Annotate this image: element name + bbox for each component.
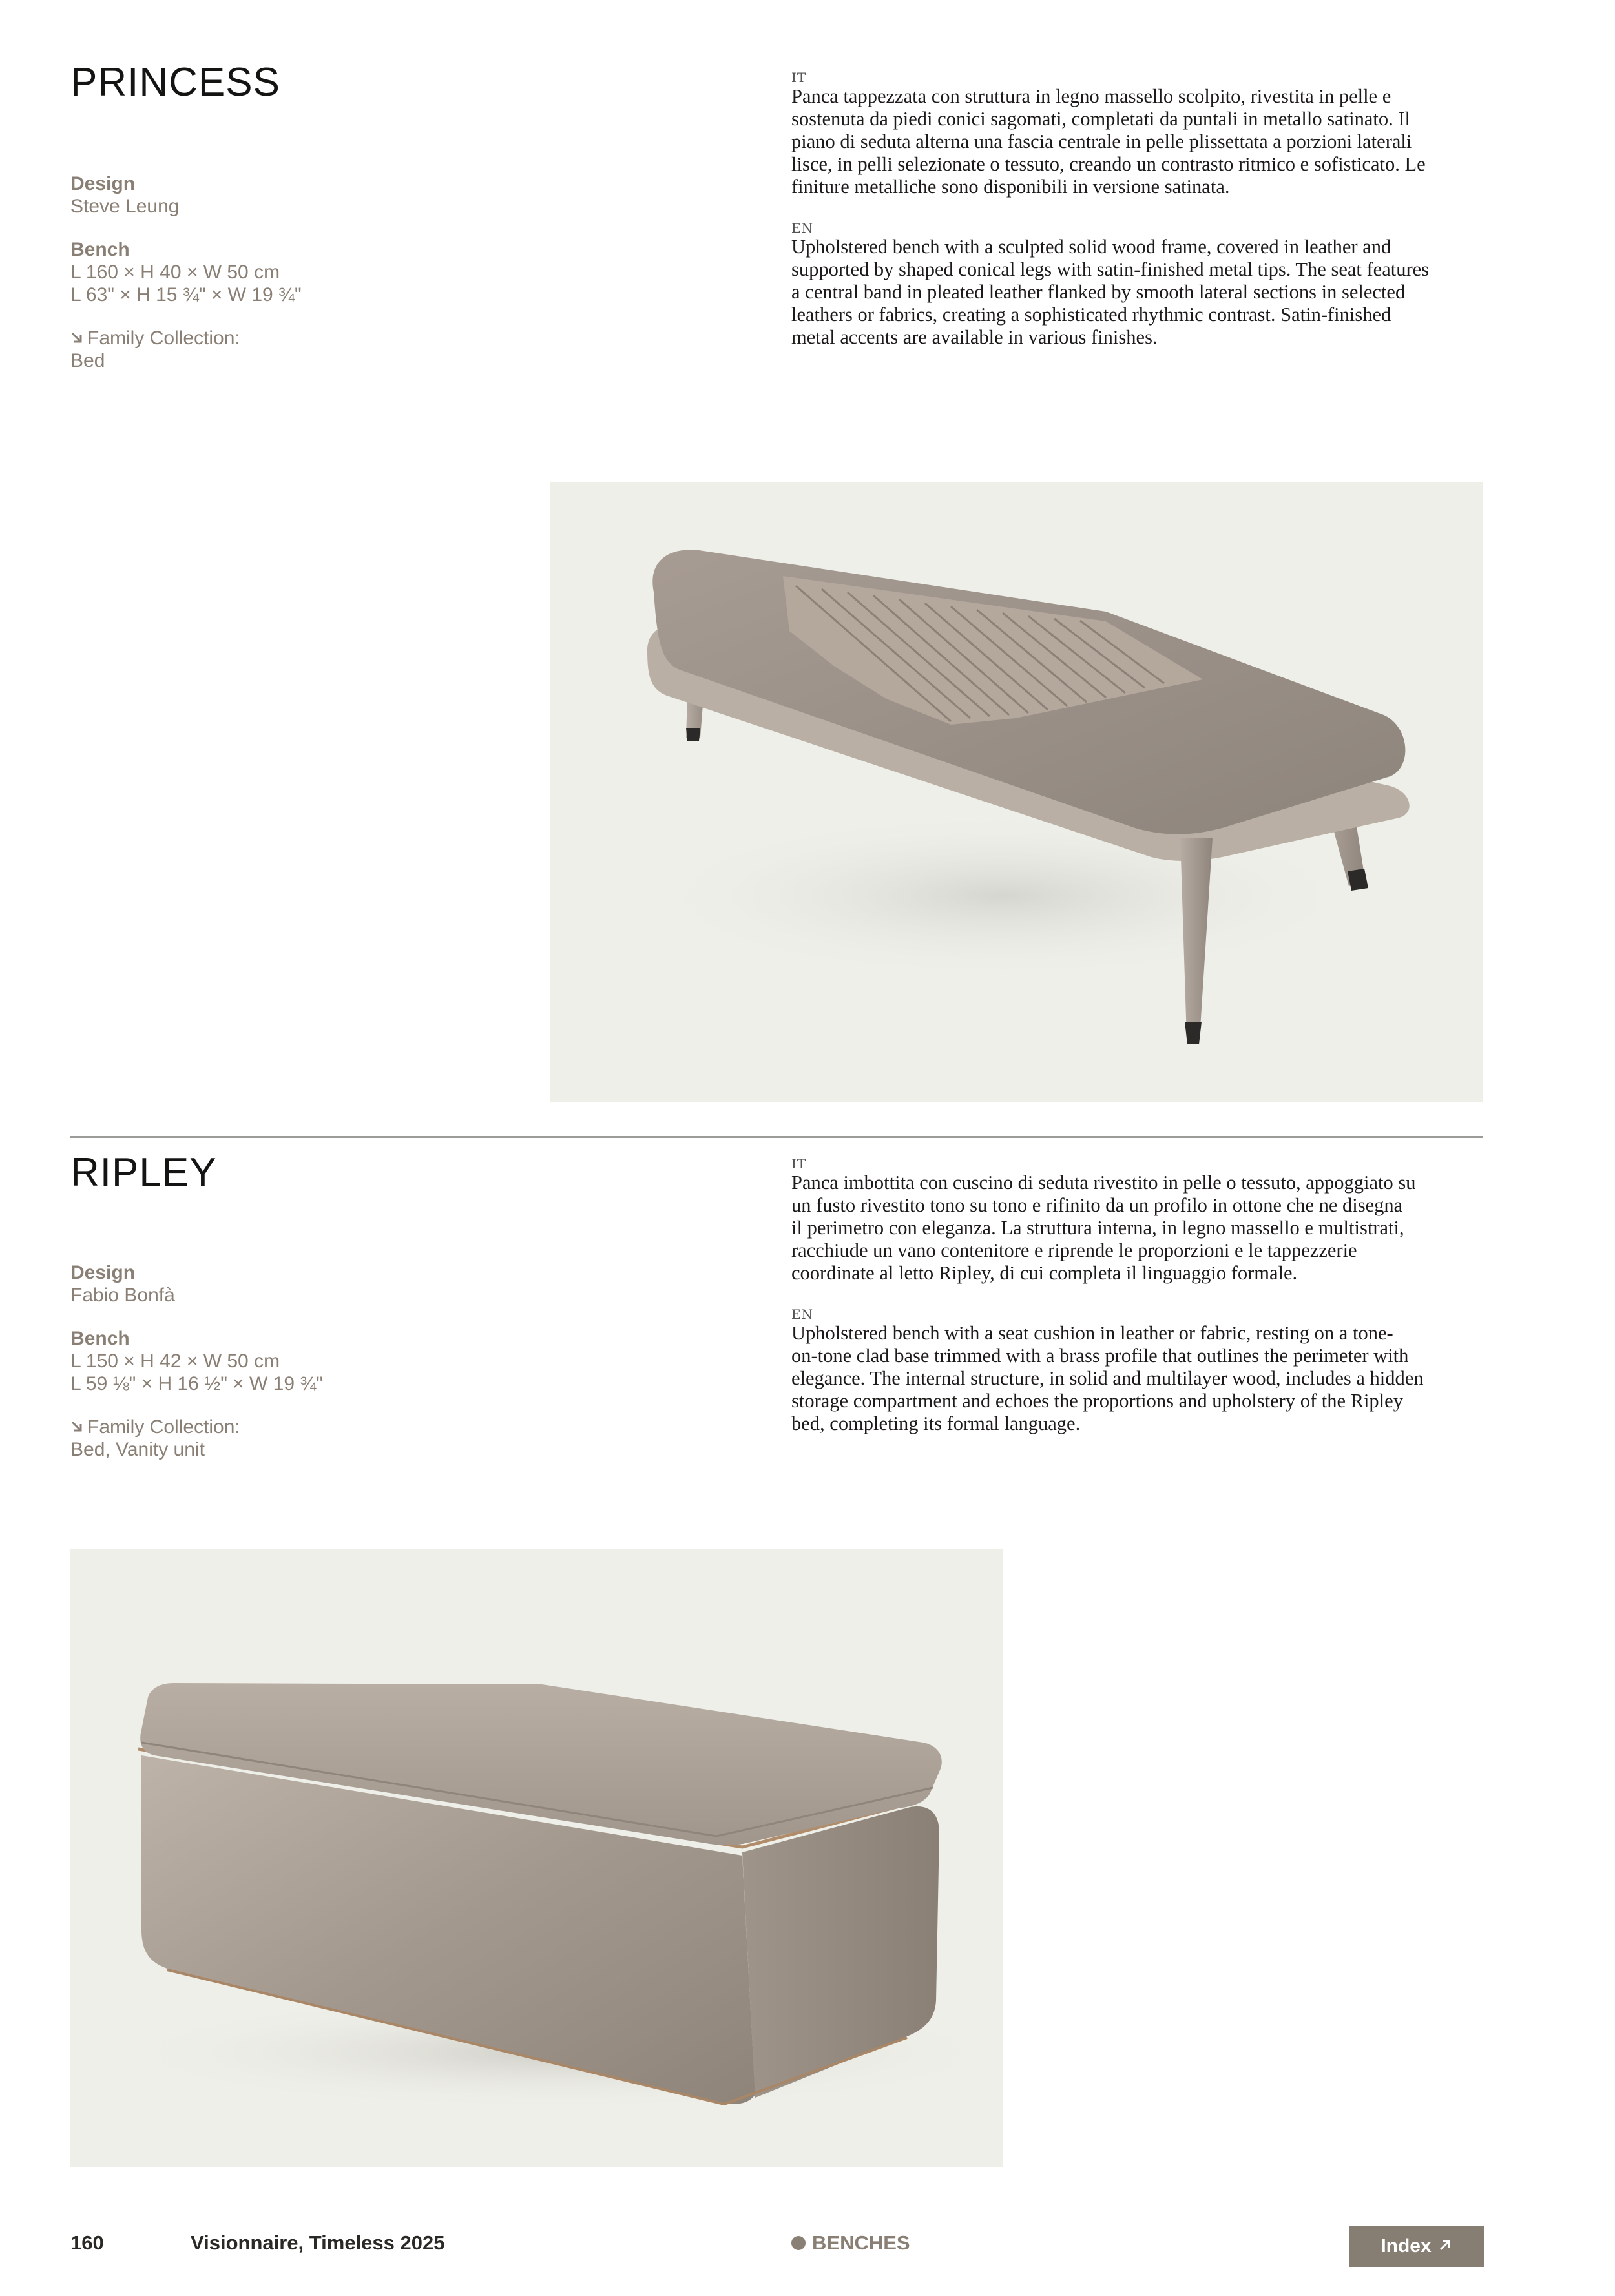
designer-name: Fabio Bonfà (70, 1285, 175, 1306)
arrow-up-right-icon (1438, 2235, 1452, 2257)
arrow-down-right-icon (70, 327, 87, 349)
family-collection-label: Family Collection: (87, 327, 240, 349)
family-collection-label: Family Collection: (87, 1416, 240, 1438)
section-divider (70, 1136, 1483, 1138)
bench-label: Bench (70, 1328, 130, 1349)
family-collection-link[interactable] (70, 327, 523, 349)
dimensions-cm: L 160 × H 40 × W 50 cm (70, 262, 280, 283)
page-number: 160 (70, 2231, 104, 2254)
princess-description (791, 70, 1489, 349)
designer-name: Steve Leung (70, 196, 180, 217)
section-dot-icon (791, 2236, 806, 2250)
arrow-down-right-icon (70, 1416, 87, 1438)
design-label: Design (70, 1262, 136, 1283)
ripley-specs (70, 1262, 523, 1461)
ripley-description (791, 1156, 1489, 1435)
publication-title: Visionnaire, Timeless 2025 (191, 2231, 445, 2254)
lang-label-en: EN (791, 1307, 814, 1322)
princess-bench-image (550, 482, 1483, 1102)
section-label: BENCHES (812, 2231, 910, 2254)
index-button[interactable] (1349, 2226, 1484, 2267)
lang-label-en: EN (791, 220, 814, 236)
design-label: Design (70, 173, 136, 194)
family-collection-link[interactable] (70, 1416, 523, 1438)
dimensions-inches: L 59 ⅛" × H 16 ½" × W 19 ¾" (70, 1373, 324, 1394)
dimensions-cm: L 150 × H 42 × W 50 cm (70, 1350, 280, 1372)
product-title-princess: PRINCESS (70, 60, 280, 105)
description-it: Panca tappezzata con struttura in legno massello scolpito, rivestita in pelle e sostenuta da piedi conici sagomati, completati da puntali in metallo satinato. Il piano di seduta alterna una fascia centrale in pelle plissettata a porzioni laterali lisce, in pelli selezionate o tessuto, creando un contrasto ritmico e sofisticato. Le finiture metalliche sono disponibili in versione satinata. (791, 85, 1426, 198)
lang-label-it: IT (791, 1156, 807, 1172)
description-en: Upholstered bench with a seat cushion in leather or fabric, resting on a tone- on-tone clad base trimmed with a brass profile that outlines the perimeter with elegance. The internal structure, in solid and multilayer wood, includes a hidden storage compartment and echoes the proportions and upholstery of the Ripley bed, completing its formal language. (791, 1322, 1424, 1434)
ripley-bench-image (70, 1549, 1003, 2167)
dimensions-inches: L 63" × H 15 ¾" × W 19 ¾" (70, 284, 302, 305)
bench-label: Bench (70, 239, 130, 260)
section-link[interactable] (791, 2231, 910, 2255)
description-it: Panca imbottita con cuscino di seduta rivestito in pelle o tessuto, appoggiato su un fusto rivestito tono su tono e rifinito da un profilo in ottone che ne disegna il perimetro con eleganza. La struttura interna, in legno massello e multistrati, racchiude un vano contenitore e riprende le proporzioni e le tappezzerie coordinate al letto Ripley, di cui completa il linguaggio formale. (791, 1172, 1416, 1284)
index-label: Index (1381, 2235, 1432, 2257)
description-en: Upholstered bench with a sculpted solid wood frame, covered in leather and supported by shaped conical legs with satin-finished metal tips. The seat features a central band in pleated leather flanked by smooth lateral sections in selected leathers or fabrics, creating a sophisticated rhythmic contrast. Satin-finished metal accents are available in various finishes. (791, 236, 1430, 348)
family-collection-items: Bed (70, 350, 105, 371)
lang-label-it: IT (791, 70, 807, 85)
family-collection-items: Bed, Vanity unit (70, 1439, 205, 1460)
princess-specs (70, 173, 523, 372)
product-title-ripley: RIPLEY (70, 1150, 217, 1195)
